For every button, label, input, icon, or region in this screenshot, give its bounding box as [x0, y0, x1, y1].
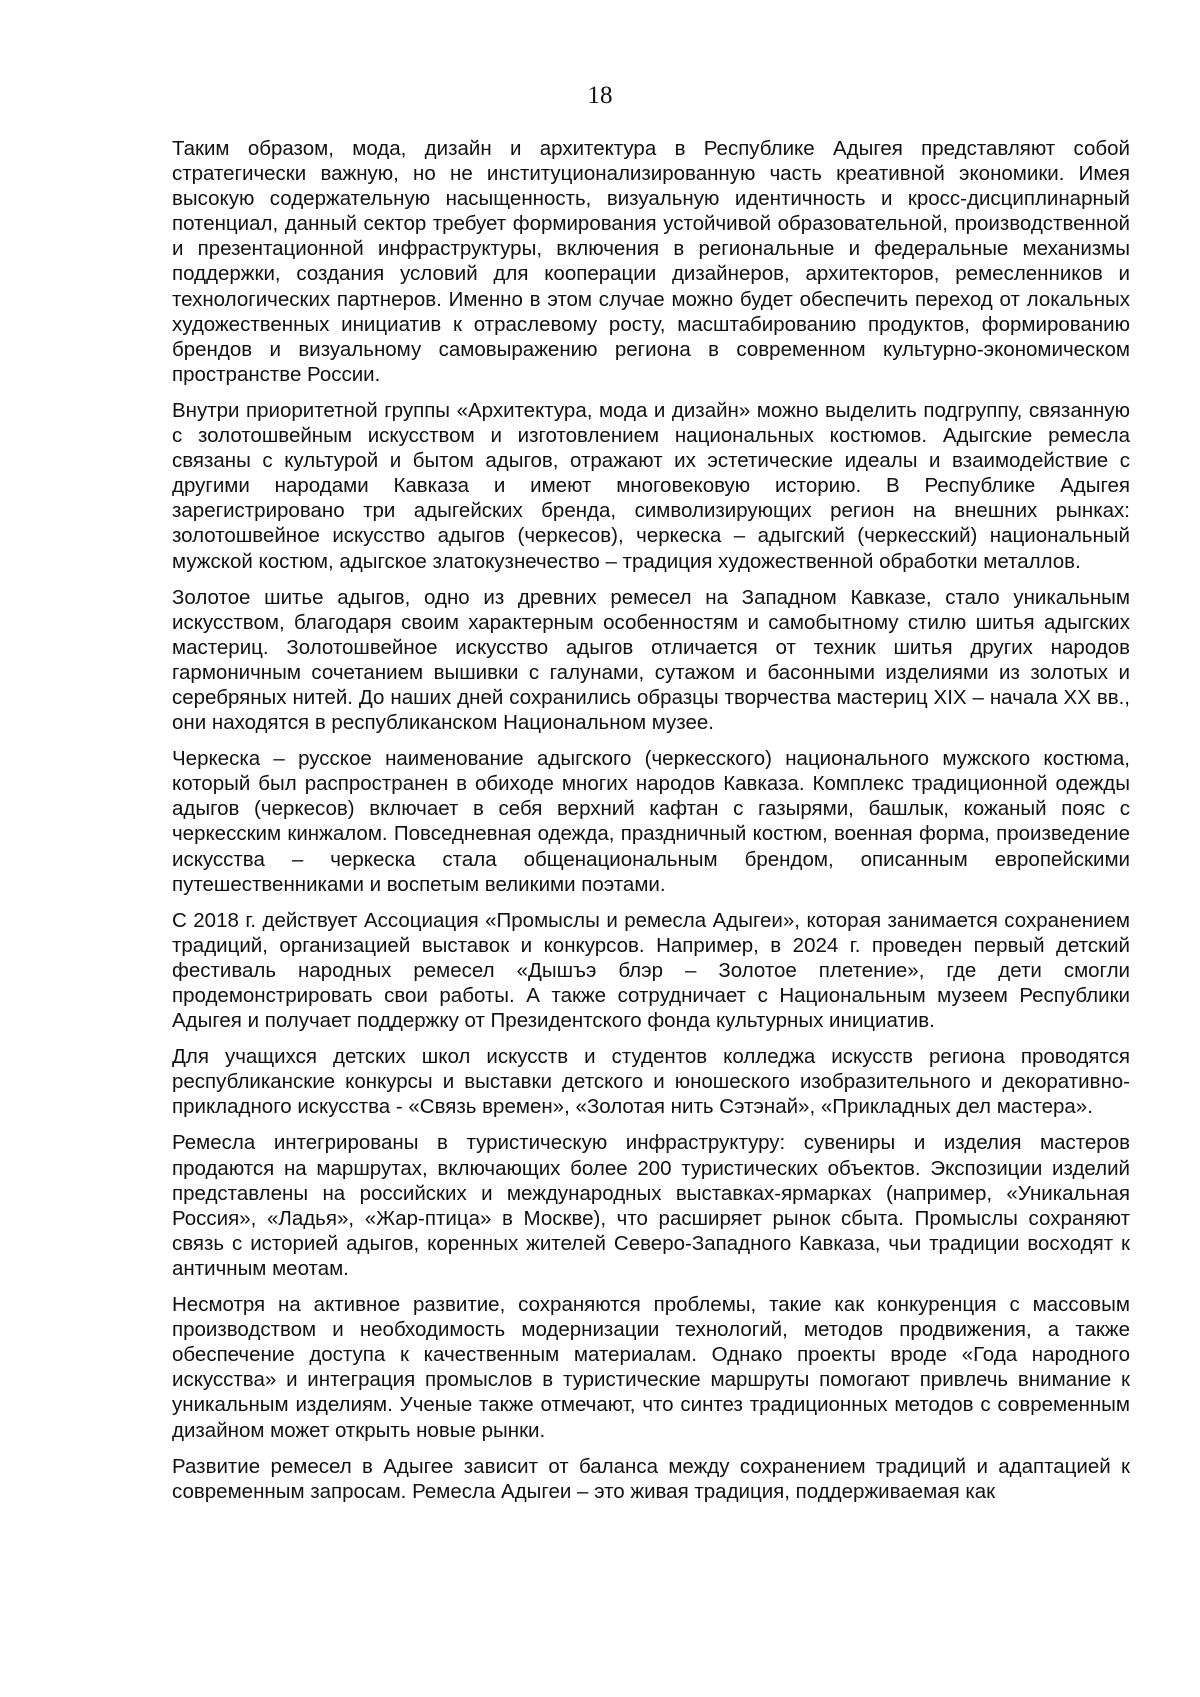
document-body — [172, 136, 1130, 1504]
paragraph-5: С 2018 г. действует Ассоциация «Промыслы и ремесла Адыгеи», которая занимается сохранением традиций, организацией выставок и конкурсов. Например, в 2024 г. проведен первый детский фестиваль народных ремесел «Дышъэ блэр – Золотое плетение», где дети смогли продемонстрировать свои работы. А также сотрудничает с Национальным музеем Республики Адыгея и получает поддержку от Президентского фонда культурных инициатив. — [172, 908, 1130, 1033]
paragraph-8: Несмотря на активное развитие, сохраняются проблемы, такие как конкуренция с массовым производством и необходимость модернизации технологий, методов продвижения, а также обеспечение доступа к качественным материалам. Однако проекты вроде «Года народного искусства» и интеграция промыслов в туристические маршруты помогают привлечь внимание к уникальным изделиям. Ученые также отмечают, что синтез традиционных методов с современным дизайном может открыть новые рынки. — [172, 1293, 1130, 1442]
paragraph-2: Внутри приоритетной группы «Архитектура, мода и дизайн» можно выделить подгруппу, связанную с золотошвейным искусством и изготовлением национальных костюмов. Адыгские ремесла связаны с культурой и бытом адыгов, отражают их эстетические идеалы и взаимодействие с другими народами Кавказа и имеют многовековую историю. В Республике Адыгея зарегистрировано три адыгейских бренда, символизирующих регион на внешних рынках: золотошвейное искусство адыгов (черкесов), черкеска – адыгский (черкесский) национальный мужской костюм, адыгское златокузнечество – традиция художественной обработки металлов. — [172, 398, 1130, 573]
paragraph-4: Черкеска – русское наименование адыгского (черкесского) национального мужского костюма, который был распространен в обиходе многих народов Кавказа. Комплекс традиционной одежды адыгов (черкесов) включает в себя верхний кафтан с газырями, башлык, кожаный пояс с черкесским кинжалом. Повседневная одежда, праздничный костюм, военная форма, произведение искусства – черкеска стала общенациональным брендом, описанным европейскими путешественниками и воспетым великими поэтами. — [172, 747, 1130, 896]
paragraph-7: Ремесла интегрированы в туристическую инфраструктуру: сувениры и изделия мастеров продаются на маршрутах, включающих более 200 туристических объектов. Экспозиции изделий представлены на российских и международных выставках-ярмарках (например, «Уникальная Россия», «Ладья», «Жар-птица» в Москве), что расширяет рынок сбыта. Промыслы сохраняют связь с историей адыгов, коренных жителей Северо-Западного Кавказа, чьи традиции восходят к античным меотам. — [172, 1131, 1130, 1280]
paragraph-6: Для учащихся детских школ искусств и студентов колледжа искусств региона проводятся республиканские конкурсы и выставки детского и юношеского изобразительного и декоративно-прикладного искусства - «Связь времен», «Золотая нить Сэтэнай», «Прикладных дел мастера». — [172, 1045, 1130, 1119]
paragraph-3: Золотое шитье адыгов, одно из древних ремесел на Западном Кавказе, стало уникальным искусством, благодаря своим характерным особенностям и самобытному стилю шитья адыгских мастериц. Золотошвейное искусство адыгов отличается от техник шитья других народов гармоничным сочетанием вышивки с галунами, сутажом и басонными изделиями из золотых и серебряных нитей. До наших дней сохранились образцы творчества мастериц XIX – начала XX вв., они находятся в республиканском Национальном музее. — [172, 585, 1130, 735]
paragraph-1: Таким образом, мода, дизайн и архитектура в Республике Адыгея представляют собой стратегически важную, но не институционализированную часть креативной экономики. Имея высокую содержательную насыщенность, визуальную идентичность и кросс-дисциплинарный потенциал, данный сектор требует формирования устойчивой образовательной, производственной и презентационной инфраструктуры, включения в региональные и федеральные механизмы поддержки, создания условий для кооперации дизайнеров, архитекторов, ремесленников и технологических партнеров. Именно в этом случае можно будет обеспечить переход от локальных художественных инициатив к отраслевому росту, масштабированию продуктов, формированию брендов и визуальному самовыражению региона в современном культурно-экономическом пространстве России. — [172, 137, 1130, 386]
page-number: 18 — [587, 82, 613, 109]
paragraph-9: Развитие ремесел в Адыгее зависит от баланса между сохранением традиций и адаптацией к современным запросам. Ремесла Адыгеи – это живая традиция, поддерживаемая как — [172, 1454, 1130, 1503]
